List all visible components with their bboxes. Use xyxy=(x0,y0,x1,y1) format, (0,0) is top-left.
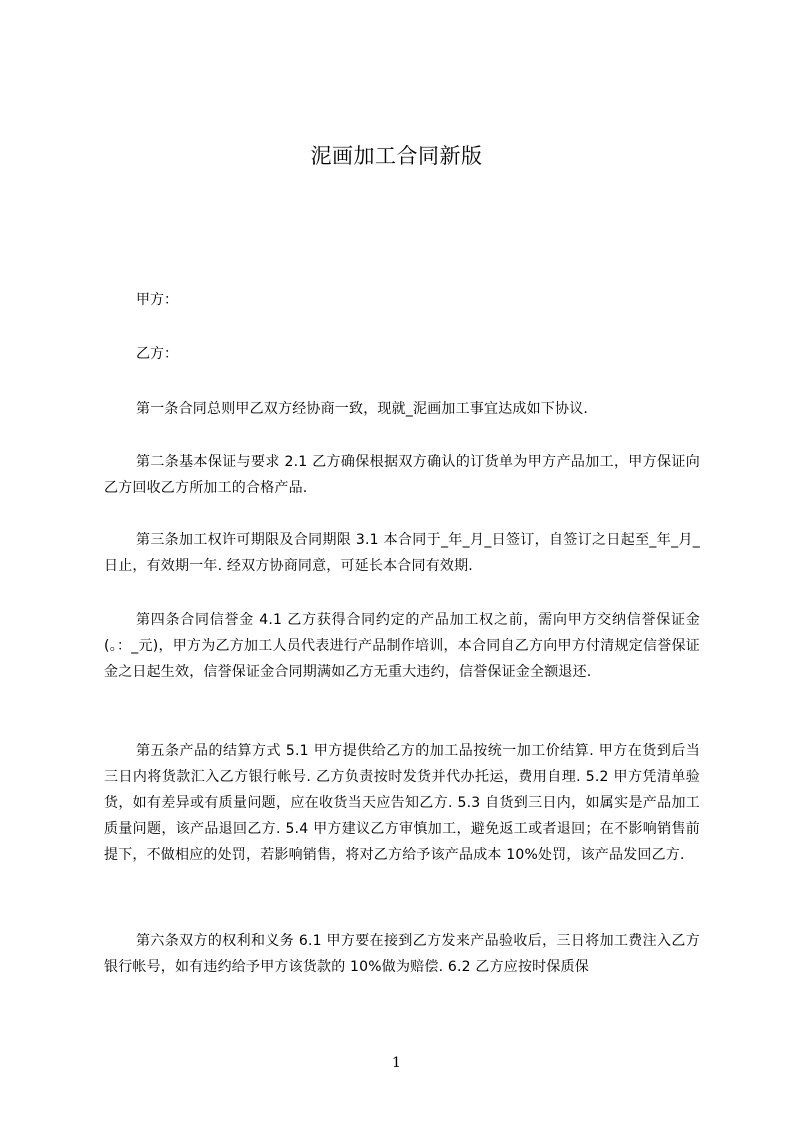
clause-4: 第四条合同信誉金 4.1 乙方获得合同约定的产品加工权之前，需向甲方交纳信誉保证金(。：_元)，甲方为乙方加工人员代表进行产品制作培训，本合同自乙方向甲方付清规定信誉保证金之日起生效，信誉保证金合同期满如乙方无重大违约，信誉保证金全额退还. xyxy=(104,612,700,680)
document-title: 泥画加工合同新版 xyxy=(310,144,483,168)
page-number: 1 xyxy=(392,1055,401,1071)
clause-2: 第二条基本保证与要求 2.1 乙方确保根据双方确认的订货单为甲方产品加工，甲方保证向乙方回收乙方所加工的合格产品. xyxy=(104,454,700,496)
clause-6: 第六条双方的权利和义务 6.1 甲方要在接到乙方发来产品验收后，三日将加工费注入乙方银行帐号，如有违约给予甲方该货款的 10%做为赔偿. 6.2 乙方应按时保质保 xyxy=(104,933,700,975)
clause-5: 第五条产品的结算方式 5.1 甲方提供给乙方的加工品按统一加工价结算. 甲方在货到后当三日内将货款汇入乙方银行帐号. 乙方负责按时发货并代办托运，费用自理. 5.2 甲方凭清单验货，如有差异或有质量问题，应在收货当天应告知乙方. 5.3 自货到三日内，如属实是产品加工质量问题，该产品退回乙方. 5.4 甲方建议乙方审慎加工，避免返工或者退回；在不影响销售前提下，不做相应的处罚，若影响销售，将对乙方给予该产品成本 10%处罚，该产品发回乙方. xyxy=(104,743,700,863)
party-a-label: 甲方： xyxy=(136,292,178,308)
party-b-label: 乙方： xyxy=(136,346,178,362)
clause-1: 第一条合同总则甲乙双方经协商一致，现就_泥画加工事宜达成如下协议. xyxy=(136,401,589,417)
clause-3: 第三条加工权许可期限及合同期限 3.1 本合同于_年_月_日签订，自签订之日起至_年_月_日止，有效期一年. 经双方协商同意，可延长本合同有效期. xyxy=(104,532,700,574)
